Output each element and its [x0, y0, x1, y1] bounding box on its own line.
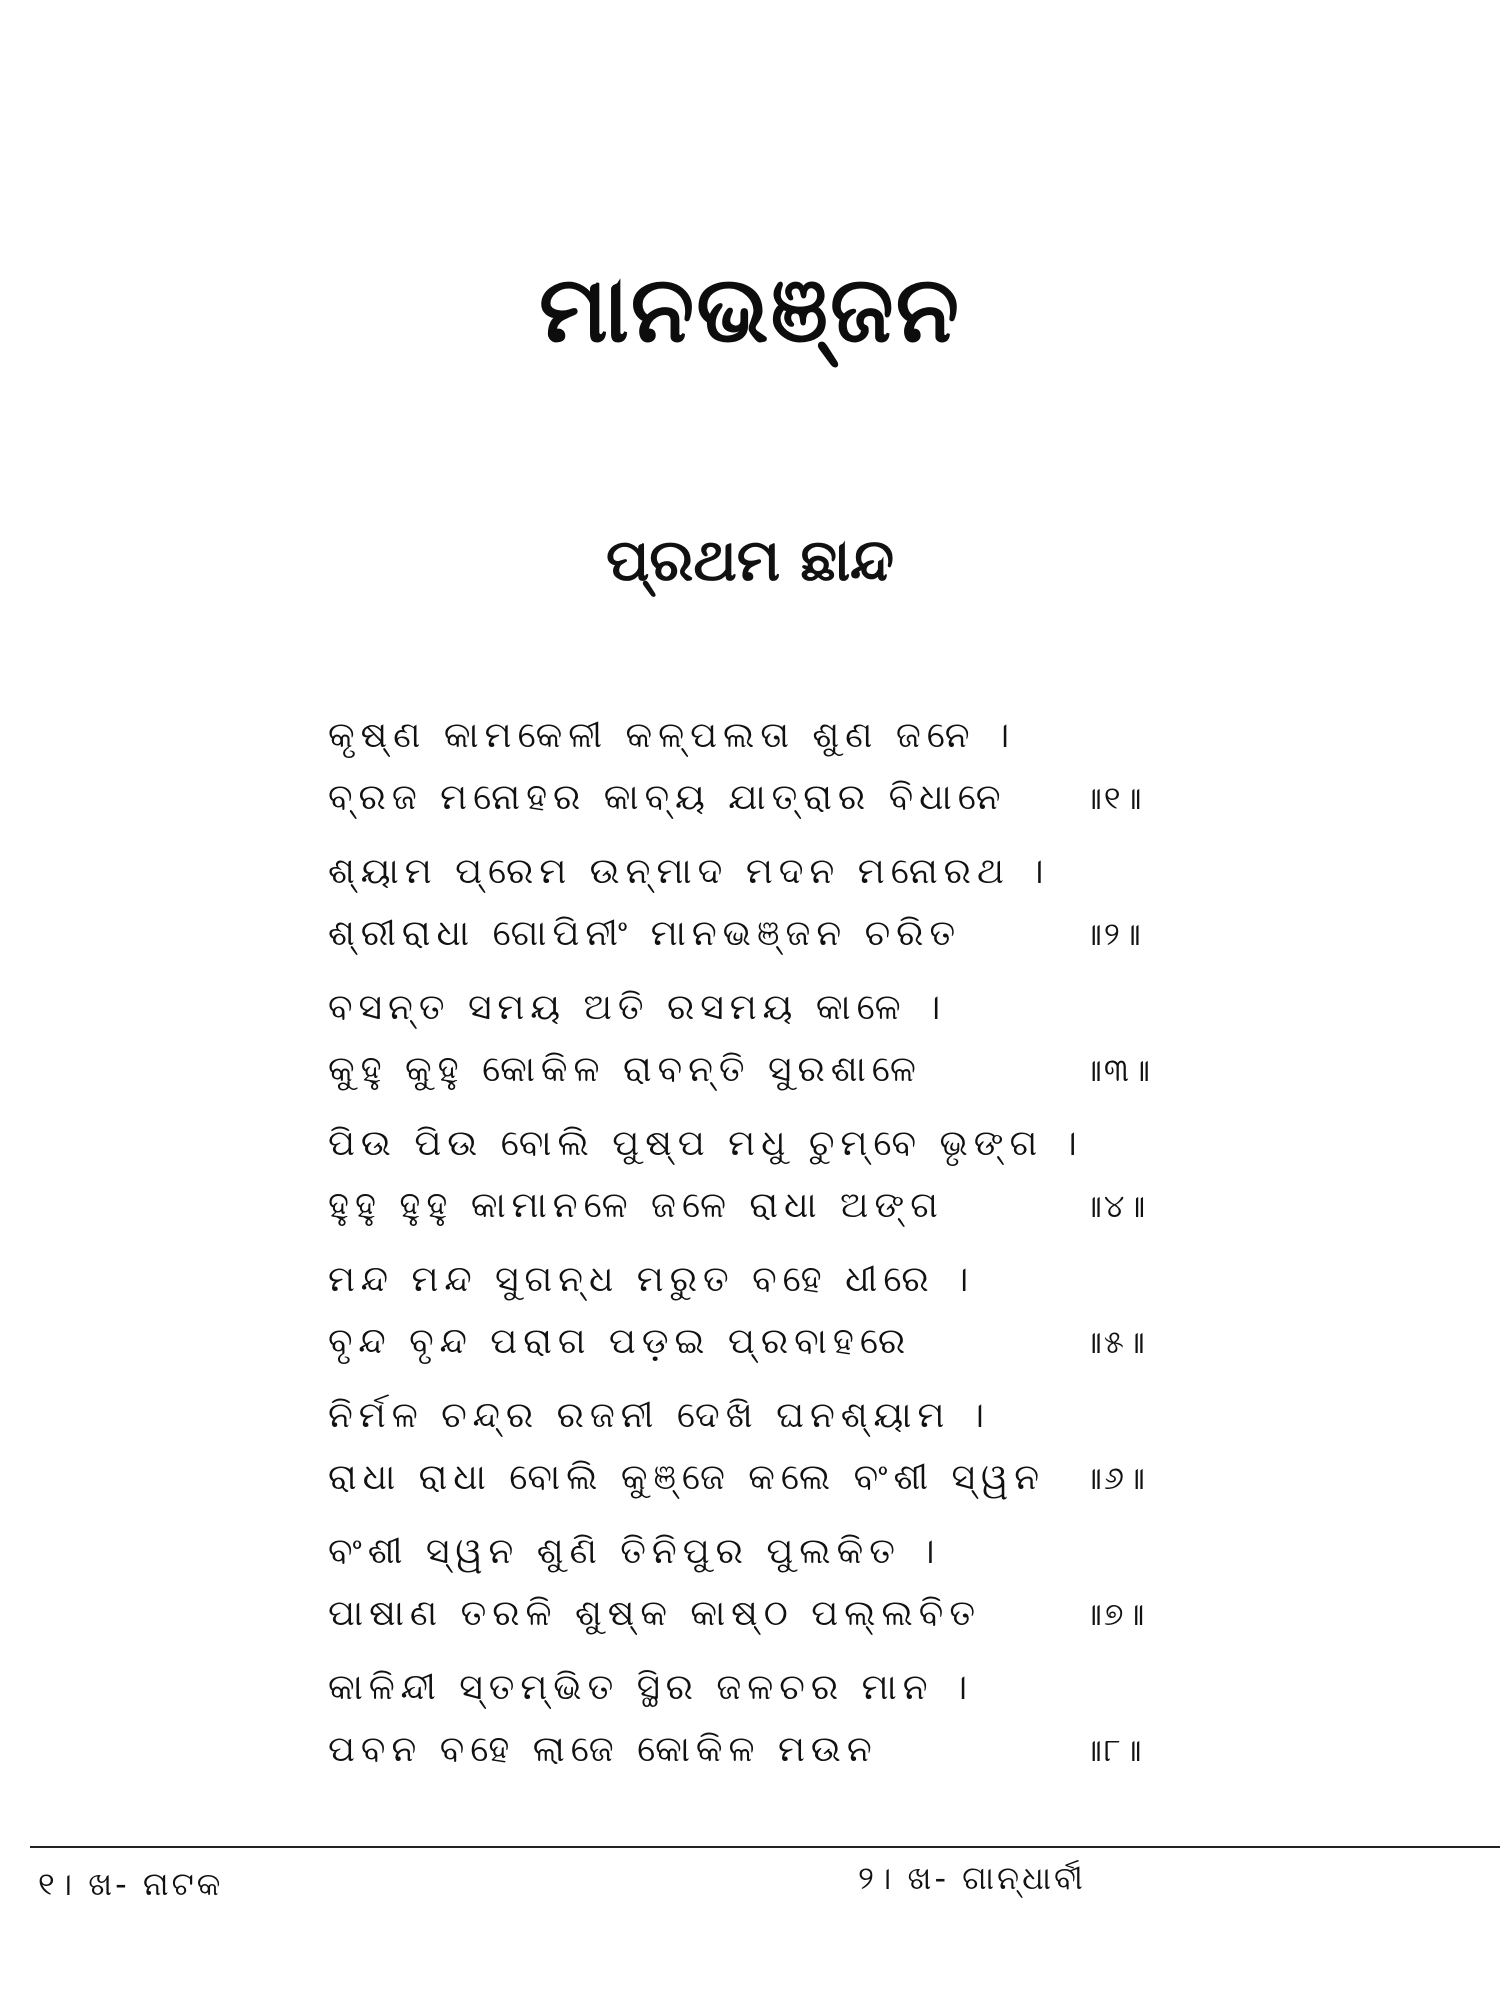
verse-line: ବଂଶୀ ସ୍ୱନ ଶୁଣି ତିନିପୁର ପୁଲକିତ । [328, 1531, 941, 1572]
verse-line: କୁହୁ କୁହୁ କୋକିଳ ରାବନ୍ତି ସୁରଶାଳେ [328, 1049, 922, 1090]
chapter-heading: ପ୍ରଥମ ଛାନ୍ଦ [605, 526, 895, 594]
footnote-right: ୨। ଖ- ଗାନ୍ଧାର୍ବୀ [858, 1859, 1086, 1897]
verse-line-numbered [328, 1175, 1228, 1237]
verse-line: ଶ୍ୟାମ ପ୍ରେମ ଉନ୍ମାଦ ମଦନ ମନୋରଥ । [328, 851, 1050, 892]
verse-line-numbered [328, 1719, 1228, 1781]
verse [328, 841, 1228, 977]
verse [328, 977, 1228, 1113]
verse [328, 1657, 1228, 1793]
verse [328, 1521, 1228, 1657]
verse-list [328, 705, 1228, 1793]
verse-line: ନିର୍ମଳ ଚନ୍ଦ୍ର ରଜନୀ ଦେଖି ଘନଶ୍ୟାମ । [328, 1395, 991, 1436]
verse-line-numbered [328, 1311, 1228, 1373]
verse [328, 1385, 1228, 1521]
verse-line: ବୃନ୍ଦ ବୃନ୍ଦ ପରାଗ ପଡ଼ଇ ପ୍ରବାହରେ [328, 1321, 912, 1362]
verse-line: ରାଧା ରାଧା ବୋଲି କୁଞ୍ଜେ କଲେ ବଂଶୀ ସ୍ୱନ [328, 1457, 1046, 1498]
verse-line: ପିଉ ପିଉ ବୋଲି ପୁଷ୍ପ ମଧୁ ଚୁମ୍ବେ ଭୃଙ୍ଗ । [328, 1123, 1083, 1164]
verse-line-numbered [328, 1447, 1228, 1509]
verse-line: ପବନ ବହେ ଲାଜେ କୋକିଳ ମଉନ [328, 1729, 878, 1770]
verse-line: ଶ୍ରୀରାଧା ଗୋପିନୀଂ ମାନଭଞ୍ଜନ ଚରିତ [328, 913, 962, 954]
verse-line: ବସନ୍ତ ସମୟ ଅତି ରସମୟ କାଳେ । [328, 987, 947, 1028]
verse-number: ॥୫॥ [1083, 1323, 1147, 1361]
verse-number: ॥୭॥ [1083, 1595, 1147, 1633]
verse [328, 1113, 1228, 1249]
verse-line: କୃଷ୍ଣ କାମକେଳୀ କଳ୍ପଲତା ଶୁଣ ଜନେ । [328, 715, 1016, 756]
verse-number: ॥୩॥ [1083, 1051, 1152, 1089]
verse [328, 1249, 1228, 1385]
verse-number: ॥୨॥ [1083, 915, 1143, 953]
verse-line-numbered [328, 903, 1228, 965]
verse-line: କାଳିନ୍ଦୀ ସ୍ତମ୍ଭିତ ସ୍ଥିର ଜଳଚର ମାନ । [328, 1667, 974, 1708]
verse-line: ବ୍ରଜ ମନୋହର କାବ୍ୟ ଯାତ୍ରାର ବିଧାନେ [328, 777, 1007, 818]
verse-line: ହୁହୁ ହୁହୁ କାମାନଳେ ଜଳେ ରାଧା ଅଙ୍ଗ [328, 1185, 944, 1226]
verse-number: ॥୮॥ [1083, 1731, 1144, 1769]
verse-line-numbered [328, 767, 1228, 829]
verse-number: ॥୪॥ [1083, 1187, 1148, 1225]
verse-number: ॥୬॥ [1083, 1459, 1147, 1497]
verse-line: ମନ୍ଦ ମନ୍ଦ ସୁଗନ୍ଧ ମରୁତ ବହେ ଧୀରେ । [328, 1259, 975, 1300]
footnote-divider [30, 1846, 1500, 1848]
verse-line: ପାଷାଣ ତରଳି ଶୁଷ୍କ କାଷ୍ଠ ପଲ୍ଲବିତ [328, 1593, 981, 1634]
verse-line-numbered [328, 1039, 1228, 1101]
verse [328, 705, 1228, 841]
page-title: ମାନଭଞ୍ଜନ [539, 256, 961, 363]
footnote-left: ୧। ଖ- ନାଟକ [38, 1865, 224, 1903]
verse-number: ॥୧॥ [1083, 779, 1144, 817]
verse-line-numbered [328, 1583, 1228, 1645]
